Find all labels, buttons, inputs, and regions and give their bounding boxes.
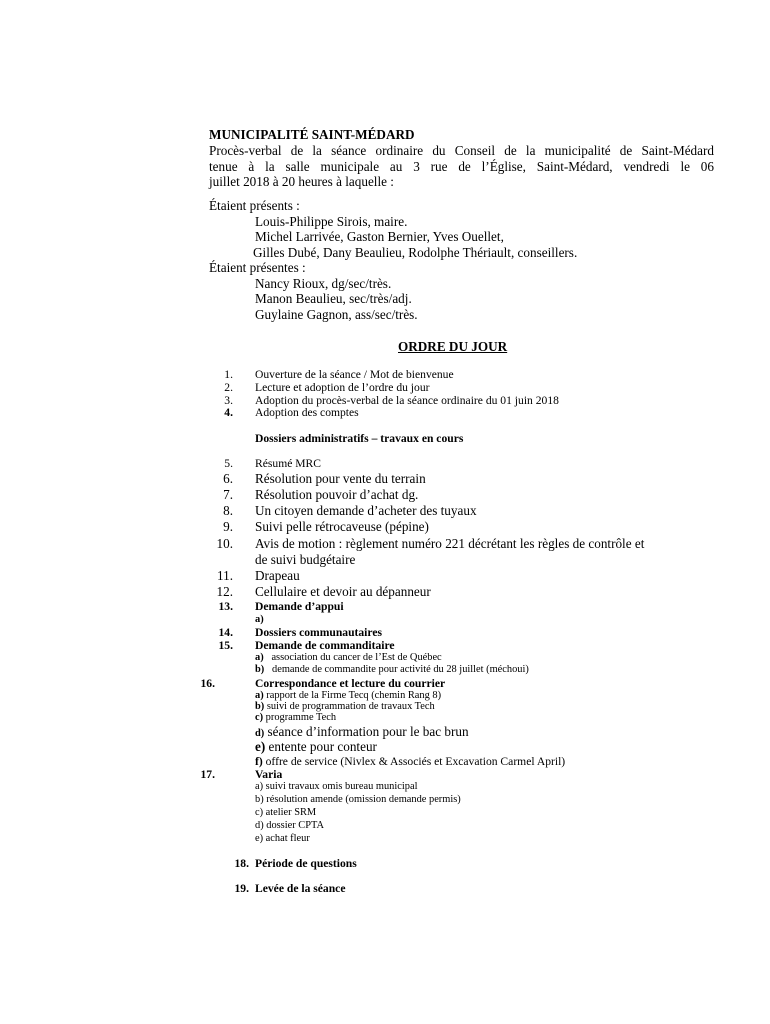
present-person: Louis-Philippe Sirois, maire.: [255, 213, 408, 229]
agenda-subitem-text: a): [255, 614, 264, 625]
agenda-item-text: Varia: [255, 768, 283, 781]
agenda-title: ORDRE DU JOUR: [398, 339, 508, 354]
agenda-item-text: Période de questions: [255, 857, 357, 870]
agenda-subitem-letter: e): [255, 739, 266, 754]
agenda-subitem-text: [255, 724, 469, 740]
intro-line: tenue à la salle municipale au 3 rue de l’Église, Saint-Médard, vendredi le 06: [209, 158, 714, 174]
intro-line: Procès-verbal de la séance ordinaire du Conseil de la municipalité de Saint-Médard: [209, 143, 714, 158]
agenda-subitem-label: programme Tech: [263, 712, 337, 723]
agenda-item-number: 3.: [224, 394, 233, 407]
intro-line: juillet 2018 à 20 heures à laquelle :: [209, 174, 394, 189]
agenda-subitem-label: demande de commandite pour activité du 28 juillet (méchoui): [264, 664, 529, 675]
agenda-item-text: Résolution pour vente du terrain: [255, 471, 426, 486]
agenda-subitem-label: suivi de programmation de travaux Tech: [264, 701, 435, 712]
agenda-item-number: 6.: [223, 471, 233, 486]
present-f-label: Étaient présentes :: [209, 260, 306, 275]
agenda-subitem-text: [255, 712, 336, 724]
present-person: Michel Larrivée, Gaston Bernier, Yves Ouellet,: [255, 229, 504, 244]
agenda-item-text: Levée de la séance: [255, 882, 346, 895]
agenda-subitem-label: entente pour conteur: [265, 739, 377, 754]
agenda-subitem-text: [255, 739, 377, 755]
agenda-subitem-letter: b): [255, 701, 265, 712]
agenda-subitem-letter: f): [255, 755, 263, 768]
agenda-item-number: 17.: [200, 768, 215, 781]
agenda-item-number: 19.: [234, 882, 249, 895]
agenda-item-text: Avis de motion : règlement numéro 221 décrétant les règles de contrôle et: [255, 536, 645, 551]
agenda-item-text: Résumé MRC: [255, 457, 322, 470]
agenda-subitem-letter: c): [255, 712, 264, 723]
present-label: Étaient présents :: [209, 198, 300, 213]
agenda-subitem-label: rapport de la Firme Tecq (chemin Rang 8): [263, 690, 442, 701]
agenda-item-text: Un citoyen demande d’acheter des tuyaux: [255, 503, 477, 518]
minutes-intro: [209, 143, 714, 190]
agenda-item-number: 1.: [224, 368, 233, 381]
agenda-subitem-letter: b): [255, 664, 265, 675]
attendance-block: [209, 198, 577, 322]
agenda-item-text: Adoption des comptes: [255, 406, 359, 419]
agenda-subitem-text: [255, 664, 529, 676]
agenda-item-number: 11.: [217, 568, 233, 583]
agenda-item-number: 18.: [234, 857, 249, 870]
agenda-item-number: 12.: [216, 584, 233, 599]
agenda-item-number: 16.: [200, 677, 215, 690]
agenda-item-text: Correspondance et lecture du courrier: [255, 677, 446, 690]
agenda-item-number: 13.: [218, 600, 233, 613]
agenda-item-number: 2.: [224, 381, 233, 394]
agenda-item-number: 14.: [218, 626, 233, 639]
agenda-subitem-text: c) atelier SRM: [255, 807, 317, 818]
agenda-item-number: 15.: [218, 639, 233, 652]
agenda-item-number: 10.: [216, 536, 233, 551]
agenda-subitem-label: offre de service (Nivlex & Associés et Excavation Carmel April): [262, 755, 566, 768]
agenda-subitem-letter: a): [255, 690, 264, 701]
agenda-subitem-text: e) achat fleur: [255, 833, 310, 844]
agenda-subitem-label: association du cancer de l’Est de Québec: [263, 652, 442, 663]
agenda-subitem-text: b) résolution amende (omission demande permis): [255, 794, 461, 805]
agenda-item-text: Drapeau: [255, 568, 300, 583]
agenda-item-number: 8.: [223, 503, 233, 518]
present-f-person: Manon Beaulieu, sec/très/adj.: [255, 291, 412, 306]
agenda-item-text: Cellulaire et devoir au dépanneur: [255, 584, 431, 599]
agenda-item-number: 5.: [224, 457, 233, 470]
agenda-item-text: Adoption du procès-verbal de la séance ordinaire du 01 juin 2018: [255, 394, 559, 407]
agenda-subitem-letter: d): [255, 728, 265, 739]
agenda-item-number: 7.: [223, 487, 233, 502]
agenda-item-text: de suivi budgétaire: [255, 552, 356, 567]
agenda-item-text: Demande d’appui: [255, 600, 344, 613]
agenda-item-text: Suivi pelle rétrocaveuse (pépine): [255, 519, 429, 534]
agenda-item-number: 4.: [224, 406, 233, 419]
agenda-item-text: Demande de commanditaire: [255, 639, 395, 652]
agenda-subitem-label: séance d’information pour le bac brun: [264, 724, 469, 739]
present-f-person: Nancy Rioux, dg/sec/très.: [255, 275, 392, 291]
agenda-item-number: 9.: [223, 519, 233, 534]
agenda-subitem-text: a) suivi travaux omis bureau municipal: [255, 781, 418, 792]
municipality-title: MUNICIPALITÉ SAINT-MÉDARD: [209, 127, 415, 142]
agenda-section-text: Dossiers administratifs – travaux en cours: [255, 432, 464, 445]
agenda-item-text: Résolution pouvoir d’achat dg.: [255, 487, 419, 502]
agenda-item-text: Lecture et adoption de l’ordre du jour: [255, 381, 430, 394]
agenda-subitem-letter: a): [255, 652, 264, 663]
agenda-subitem-text: [255, 755, 565, 768]
agenda-item-text: Dossiers communautaires: [255, 626, 382, 639]
agenda-subitem-text: d) dossier CPTA: [255, 820, 325, 831]
agenda-item-text: Ouverture de la séance / Mot de bienvenue: [255, 368, 454, 381]
present-f-person: Guylaine Gagnon, ass/sec/très.: [255, 306, 418, 322]
present-person: Gilles Dubé, Dany Beaulieu, Rodolphe Thériault, conseillers.: [253, 244, 578, 260]
agenda-subitem-text: [255, 652, 442, 664]
